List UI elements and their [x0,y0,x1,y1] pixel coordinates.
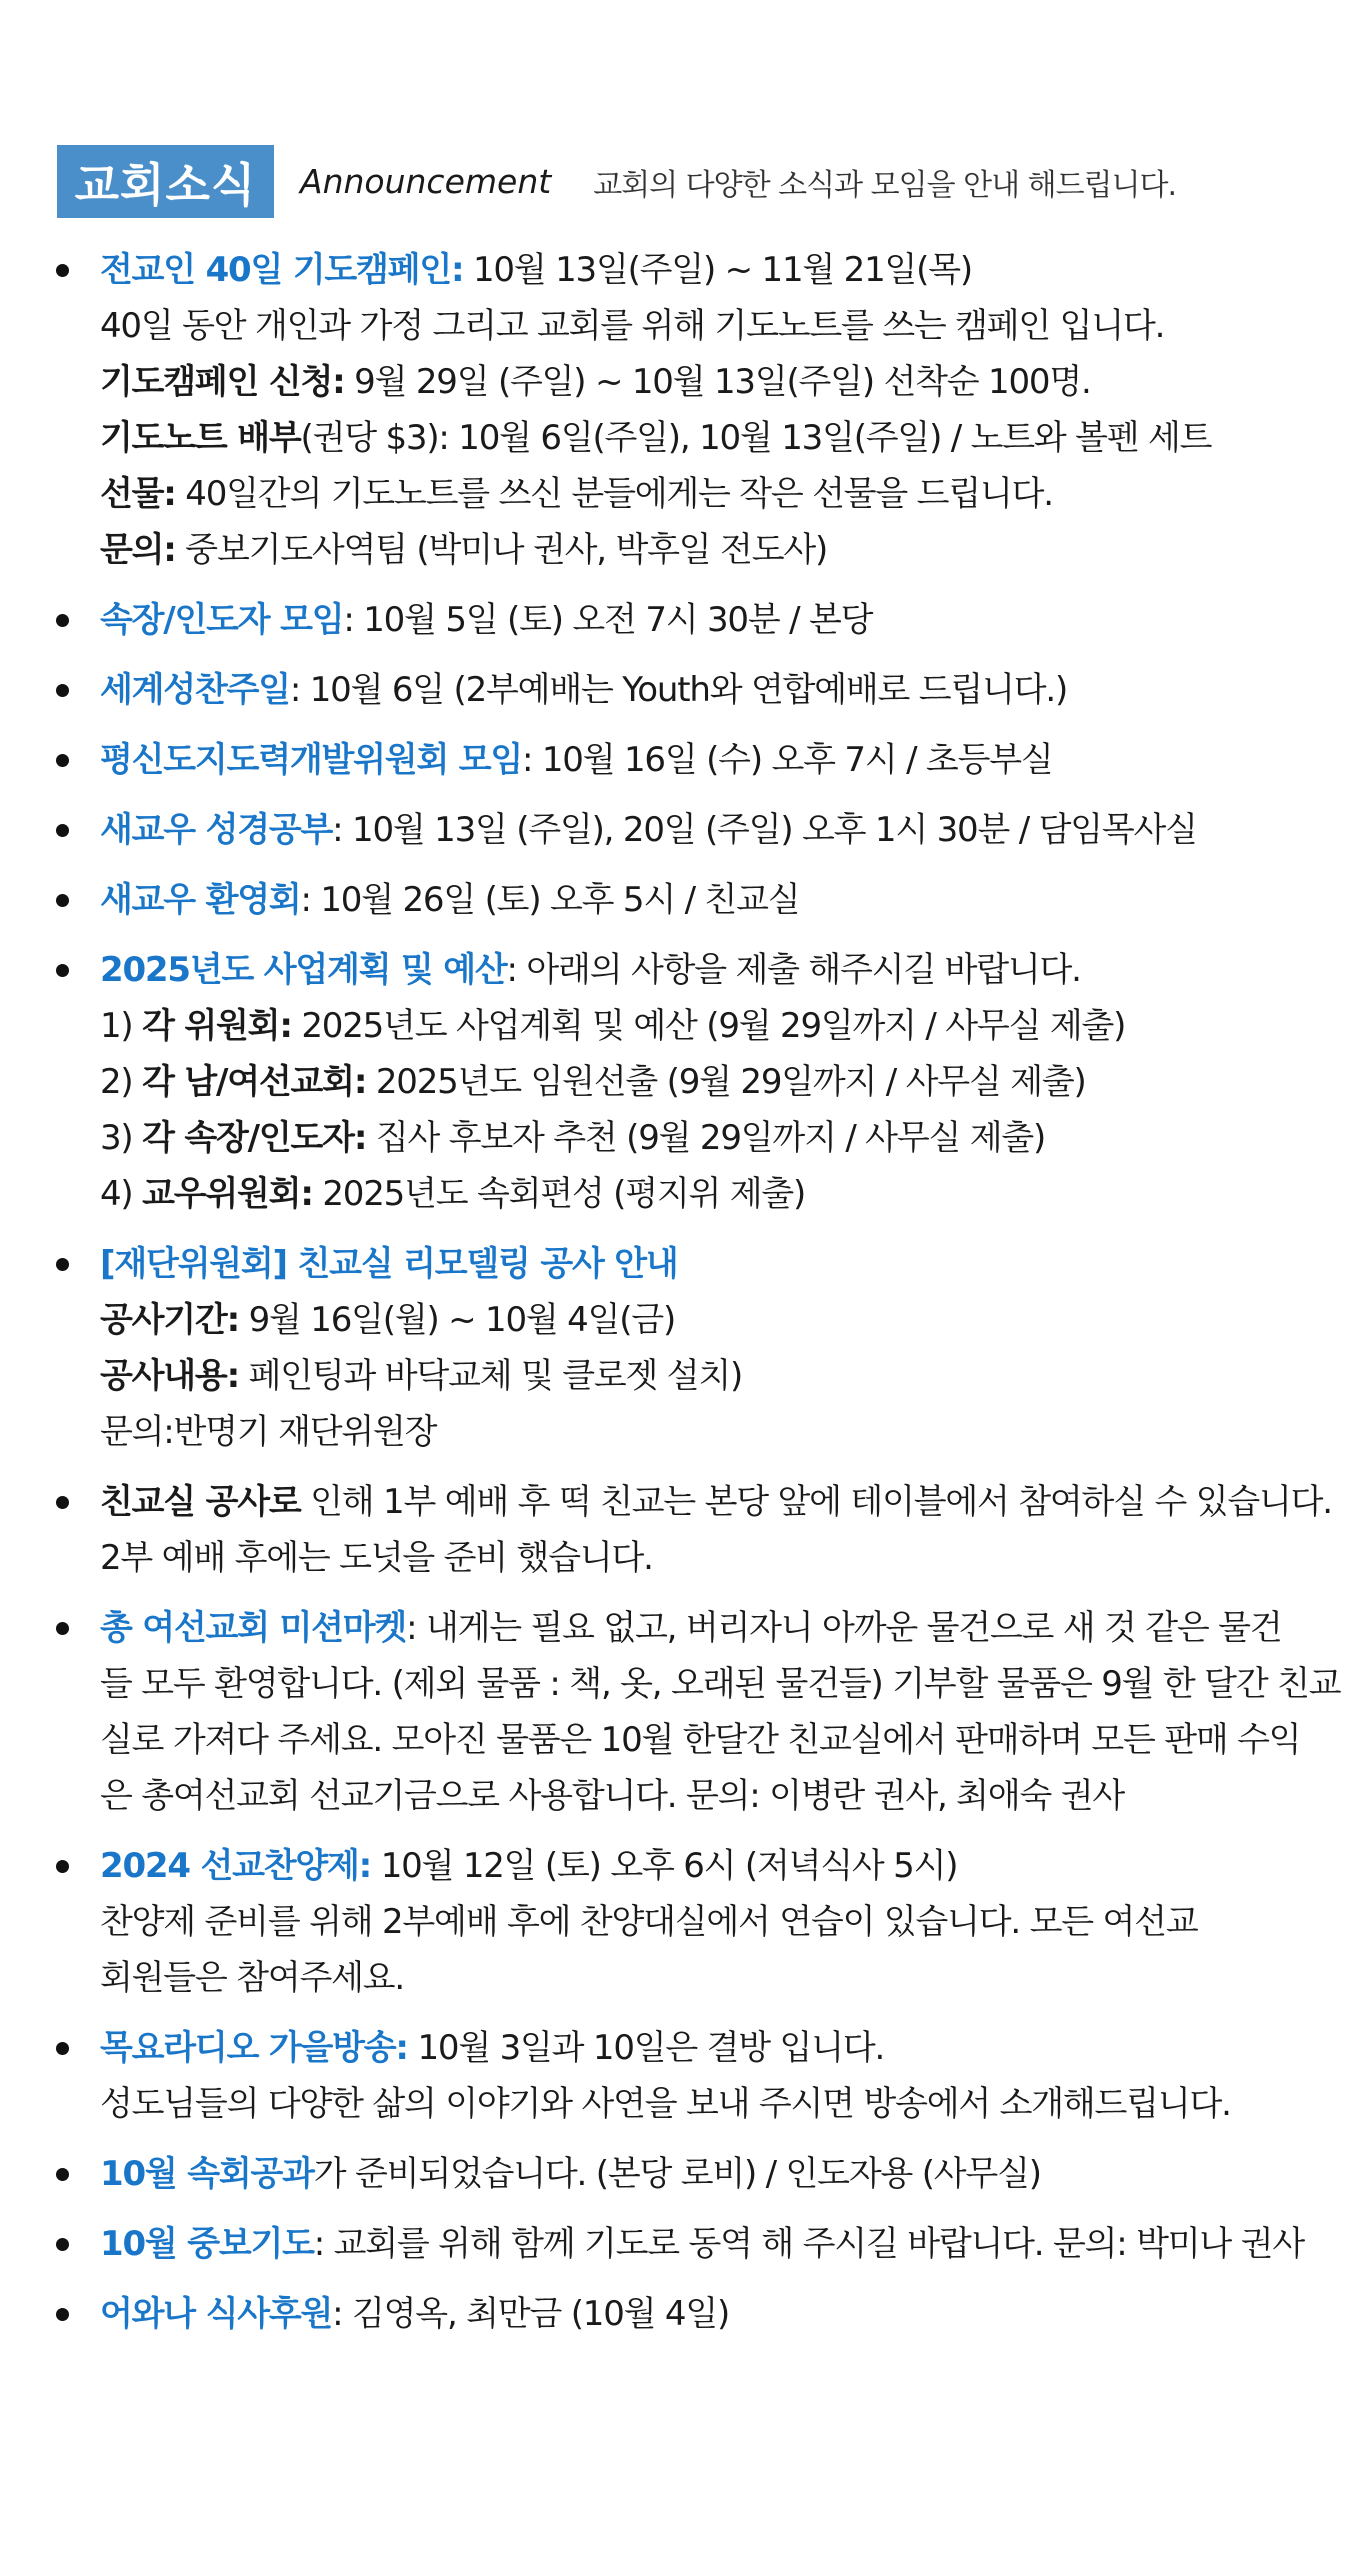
item-text: 실로 가져다 주세요. 모아진 물품은 10월 한달간 친교실에서 판매하며 모든 판매 수익 [100,1720,1301,1760]
item-title: 새교우 성경공부 [100,810,333,850]
item-text: : 교회를 위해 함께 기도로 동역 해 주시길 바랍니다. 문의: 박미나 권사 [313,2224,1304,2264]
list-item-mission-market [50,1600,1340,1824]
item-text: : 아래의 사항을 제출 해주시길 바랍니다. [506,950,1081,990]
list-item-communion-sunday [50,662,1340,718]
item-label: 공사내용: [100,1356,239,1396]
item-label: 공사기간: [100,1300,239,1340]
item-text: 9월 16일(월) ~ 10월 4일(금) [238,1300,676,1340]
item-text: 2025년도 임원선출 (9월 29일까지 / 사무실 제출) [366,1062,1086,1102]
list-item-welcome-party [50,872,1340,928]
item-text: : 10월 6일 (2부예배는 Youth와 연합예배로 드립니다.) [289,670,1068,710]
item-title: 총 여선교회 미션마켓 [100,1608,407,1648]
item-title: 2024 선교찬양제: [100,1846,372,1886]
item-text: : 10월 26일 (토) 오후 5시 / 친교실 [300,880,800,920]
item-title: 전교인 40일 기도캠페인: [100,250,464,290]
item-text: 찬양제 준비를 위해 2부예배 후에 찬양대실에서 연습이 있습니다. 모든 여선교 [100,1902,1198,1942]
item-title: 세계성찬주일 [100,670,290,710]
item-title: 10월 중보기도 [100,2224,314,2264]
item-title: 평신도지도력개발위원회 모임 [100,740,523,780]
item-text: 성도님들의 다양한 삶의 이야기와 사연을 보내 주시면 방송에서 소개해드립니다. [100,2084,1231,2124]
item-text: 40일 동안 개인과 가정 그리고 교회를 위해 기도노트를 쓰는 캠페인 입니다. [100,306,1165,346]
item-label: 각 남/여선교회: [142,1062,367,1102]
item-text: 페인팅과 바닥교체 및 클로젯 설치) [238,1356,743,1396]
item-label: 각 속장/인도자: [142,1118,367,1158]
item-text: 인해 1부 예배 후 떡 친교는 본당 앞에 테이블에서 참여하실 수 있습니다. [300,1482,1332,1522]
list-item-lesson [50,2146,1340,2202]
item-text: 10월 12일 (토) 오후 6시 (저녁식사 5시) [371,1846,958,1886]
item-text: 문의:반명기 재단위원장 [100,1412,437,1452]
item-label: 기도노트 배부 [100,418,301,458]
list-item-bible-study [50,802,1340,858]
list-item-remodeling [50,1236,1340,1460]
item-text: 9월 29일 (주일) ~ 10월 13일(주일) 선착순 100명. [344,362,1091,402]
section-title: 교회소식 [57,145,274,218]
item-text: : 10월 16일 (수) 오후 7시 / 초등부실 [522,740,1053,780]
item-label: 각 위원회: [142,1006,292,1046]
list-item-business-plan [50,942,1340,1222]
item-title: 어와나 식사후원 [100,2294,333,2334]
item-text: 2025년도 속회편성 (평지위 제출) [312,1174,806,1214]
item-number: 1) [100,1006,143,1046]
item-title: 2025년도 사업계획 및 예산 [100,950,507,990]
item-number: 2) [100,1062,143,1102]
header [57,145,1176,218]
item-text: (권당 $3): 10월 6일(주일), 10월 13일(주일) / 노트와 볼펜 세트 [300,418,1212,458]
item-text: 10월 13일(주일) ~ 11월 21일(목) [463,250,972,290]
item-text: : 내게는 필요 없고, 버리자니 아까운 물건으로 새 것 같은 물건 [406,1608,1282,1648]
list-item-meal-support [50,2286,1340,2342]
item-text: 2025년도 사업계획 및 예산 (9월 29일까지 / 사무실 제출) [291,1006,1126,1046]
item-label: 교우위원회: [142,1174,313,1214]
item-label: 문의: [100,530,176,570]
list-item-intercession [50,2216,1340,2272]
item-text: 40일간의 기도노트를 쓰신 분들에게는 작은 선물을 드립니다. [175,474,1053,514]
item-text: 2부 예배 후에는 도넛을 준비 했습니다. [100,1538,653,1578]
item-text: : 김영옥, 최만금 (10월 4일) [332,2294,730,2334]
subtitle-korean: 교회의 다양한 소식과 모임을 안내 해드립니다. [593,167,1177,203]
item-text: 회원들은 참여주세요. [100,1958,405,1998]
item-label: 선물: [100,474,176,514]
list-item-prayer-campaign [50,242,1340,578]
item-text: 집사 후보자 추천 (9월 29일까지 / 사무실 제출) [366,1118,1046,1158]
item-text: 10월 3일과 10일은 결방 입니다. [407,2028,885,2068]
list-item-leadership-committee [50,732,1340,788]
list-item-fellowship [50,1474,1340,1586]
item-text: : 10월 13일 (주일), 20일 (주일) 오후 1시 30분 / 담임목사실 [332,810,1197,850]
item-title: 목요라디오 가을방송: [100,2028,408,2068]
item-label: 기도캠페인 신청: [100,362,345,402]
item-title: 새교우 환영회 [100,880,301,920]
item-title: [재단위원회] 친교실 리모델링 공사 안내 [100,1244,678,1284]
list-item-radio [50,2020,1340,2132]
item-text: 은 총여선교회 선교기금으로 사용합니다. 문의: 이병란 권사, 최애숙 권사 [100,1776,1125,1816]
list-item-leaders-meeting [50,592,1340,648]
item-title: 속장/인도자 모임 [100,600,344,640]
item-text: : 10월 5일 (토) 오전 7시 30분 / 본당 [343,600,873,640]
item-title: 10월 속회공과 [100,2154,314,2194]
item-label: 친교실 공사로 [100,1482,301,1522]
list-item-praise-festival [50,1838,1340,2006]
item-text: 들 모두 환영합니다. (제외 물품 : 책, 옷, 오래된 물건들) 기부할 물품은 9월 한 달간 친교 [100,1664,1341,1704]
item-text: 중보기도사역팀 (박미나 권사, 박후일 전도사) [175,530,828,570]
item-number: 3) [100,1118,143,1158]
item-text: 가 준비되었습니다. (본당 로비) / 인도자용 (사무실) [313,2154,1041,2194]
item-number: 4) [100,1174,143,1214]
subtitle-english: Announcement [300,162,552,201]
announcement-list [50,242,1340,2356]
